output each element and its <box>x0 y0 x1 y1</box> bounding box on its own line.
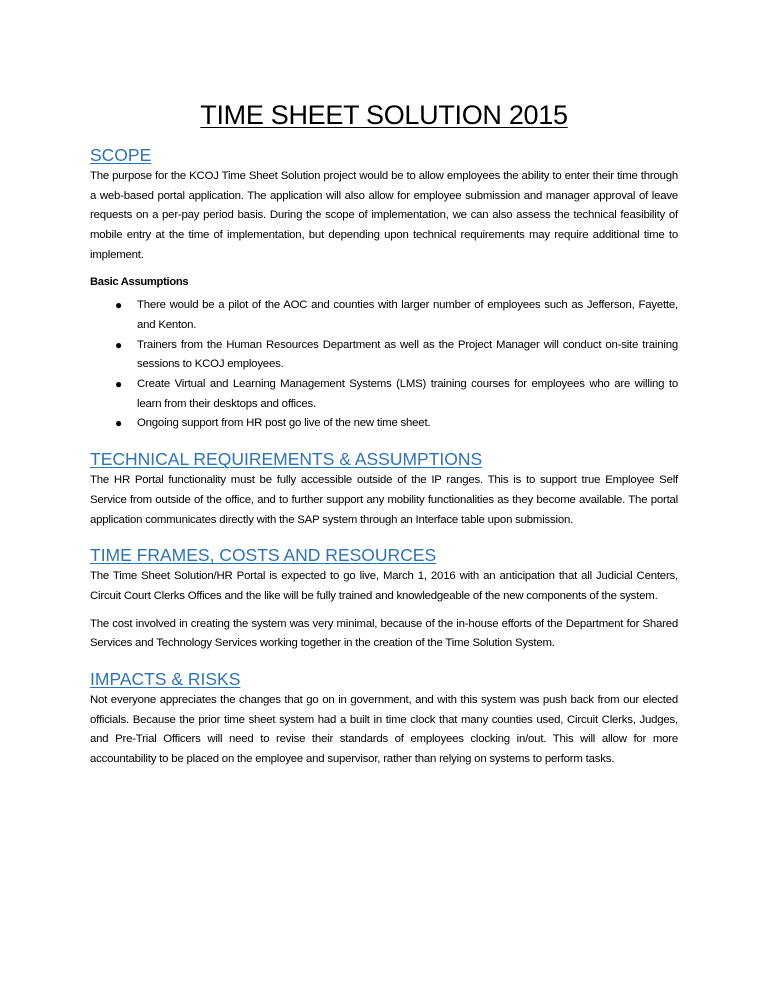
list-item-text: Create Virtual and Learning Management Systems (LMS) training courses for employees who are willing to learn from their desktops and offices. <box>137 378 678 410</box>
assumptions-list <box>90 296 678 434</box>
list-item-text: There would be a pilot of the AOC and counties with larger number of employees such as Jefferson, Fayette, and Kenton. <box>137 299 678 331</box>
timeframes-section <box>90 544 678 654</box>
scope-paragraph: The purpose for the KCOJ Time Sheet Solution project would be to allow employees the ability to enter their time through a web-based portal application. The application will also allow for employee submission and manager approval of leave requests on a per-pay period basis. During the scope of implementation, we can also assess the technical feasibility of mobile entry at the time of implementation, but depending upon technical requirements may require additional time to implement. <box>90 170 678 261</box>
bullet-dot-icon: ● <box>115 377 123 392</box>
bullet-dot-icon: ● <box>115 416 123 431</box>
document-title: TIME SHEET SOLUTION 2015 <box>200 100 568 130</box>
scope-heading: SCOPE <box>90 145 152 165</box>
timeframes-heading: TIME FRAMES, COSTS AND RESOURCES <box>90 545 437 566</box>
impacts-heading: IMPACTS & RISKS <box>90 669 241 690</box>
impacts-section <box>90 668 678 770</box>
list-item <box>115 296 678 335</box>
technical-paragraph: The HR Portal functionality must be fully accessible outside of the IP ranges. This is to support true Employee Self Service from outside of the office, and to further support any mobility functionalities as they become available. The portal application communicates directly with the SAP system through an Interface table upon submission. <box>90 474 678 526</box>
basic-assumptions-heading: Basic Assumptions <box>90 275 189 288</box>
technical-heading: TECHNICAL REQUIREMENTS & ASSUMPTIONS <box>90 449 483 470</box>
list-item <box>115 375 678 414</box>
scope-section <box>90 144 678 434</box>
bullet-dot-icon: ● <box>115 337 123 352</box>
list-item-text: Ongoing support from HR post go live of the new time sheet. <box>137 417 431 430</box>
list-item <box>115 336 678 375</box>
impacts-paragraph: Not everyone appreciates the changes that go on in government, and with this system was push back from our elected officials. Because the prior time sheet system had a built in time clock that many counties used, Circuit Clerks, Judges, and Pre-Trial Officers will need to revise their standards of employees clocking in/out. This will allow for more accountability to be placed on the employee and supervisor, rather than relying on systems to perform tasks. <box>90 694 678 766</box>
technical-section <box>90 448 678 530</box>
timeframes-paragraph-1: The Time Sheet Solution/HR Portal is expected to go live, March 1, 2016 with an anticipation that all Judicial Centers, Circuit Court Clerks Offices and the like will be fully trained and knowledgeable of the new components of the system. <box>90 570 678 602</box>
list-item <box>115 414 678 434</box>
list-item-text: Trainers from the Human Resources Department as well as the Project Manager will conduct on-site training sessions to KCOJ employees. <box>137 338 678 371</box>
bullet-dot-icon: ● <box>115 298 123 313</box>
timeframes-paragraph-2: The cost involved in creating the system was very minimal, because of the in-house efforts of the Department for Shared Services and Technology Services working together in the creation of the Time Solution System. <box>90 617 678 650</box>
